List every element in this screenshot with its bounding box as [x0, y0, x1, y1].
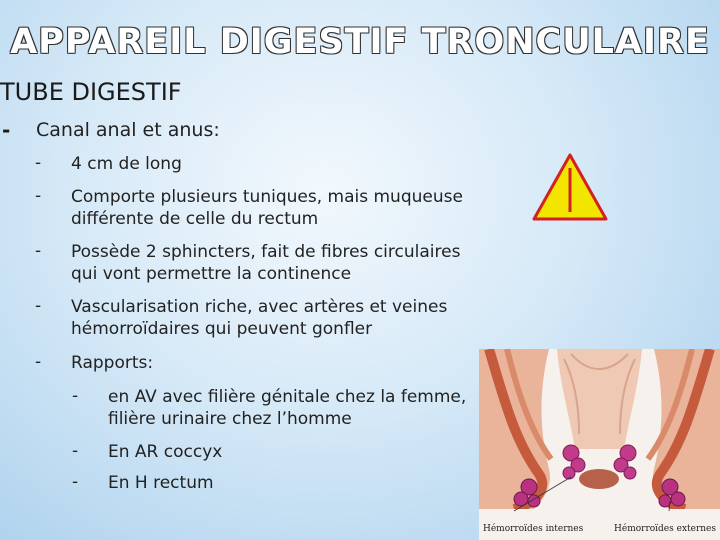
list-item-dash: -: [35, 241, 42, 261]
section-subtitle: TUBE DIGESTIF: [0, 78, 182, 106]
list-item-line: hémorroïdaires qui peuvent gonfler: [71, 319, 373, 339]
list-item-line: 4 cm de long: [71, 154, 182, 174]
list-item: [71, 296, 447, 340]
hemorrhoids-illustration: [479, 349, 720, 540]
sub-item: [108, 472, 214, 494]
list-item-line: Comporte plusieurs tuniques, mais muqueuse: [71, 187, 463, 207]
sub-item-line: En H rectum: [108, 473, 214, 493]
list-item-line: différente de celle du rectum: [71, 209, 319, 229]
list-item: [71, 352, 153, 374]
section-heading: Canal anal et anus:: [36, 119, 220, 141]
sub-item-dash: -: [72, 441, 79, 461]
list-item-line: Vascularisation riche, avec artères et veines: [71, 297, 448, 317]
list-item: [71, 153, 182, 175]
list-item-line: qui vont permettre la continence: [71, 264, 352, 284]
sub-item: [108, 441, 222, 463]
sub-item: [108, 386, 466, 430]
list-item-line: Rapports:: [71, 353, 154, 373]
list-item-line: Possède 2 sphincters, fait de fibres circulaires: [71, 242, 461, 262]
list-item-dash: -: [35, 153, 42, 173]
list-item-dash: -: [35, 186, 42, 206]
sub-item-dash: -: [72, 386, 79, 406]
sub-item-line: en AV avec filière génitale chez la femme,: [108, 387, 467, 407]
list-item: [71, 241, 460, 285]
list-item-dash: -: [35, 352, 42, 372]
sub-item-line: En AR coccyx: [108, 442, 223, 462]
caption-internal: Hémorroïdes internes: [483, 524, 584, 534]
list-item: [71, 186, 463, 230]
heading-bullet: -: [2, 118, 11, 142]
warning-triangle-icon: [531, 152, 609, 226]
sub-item-dash: -: [72, 472, 79, 492]
caption-external: Hémorroïdes externes: [614, 524, 716, 534]
sub-item-line: filière urinaire chez l’homme: [108, 409, 352, 429]
list-item-dash: -: [35, 296, 42, 316]
slide-title: APPAREIL DIGESTIF TRONCULAIRE: [10, 22, 710, 62]
